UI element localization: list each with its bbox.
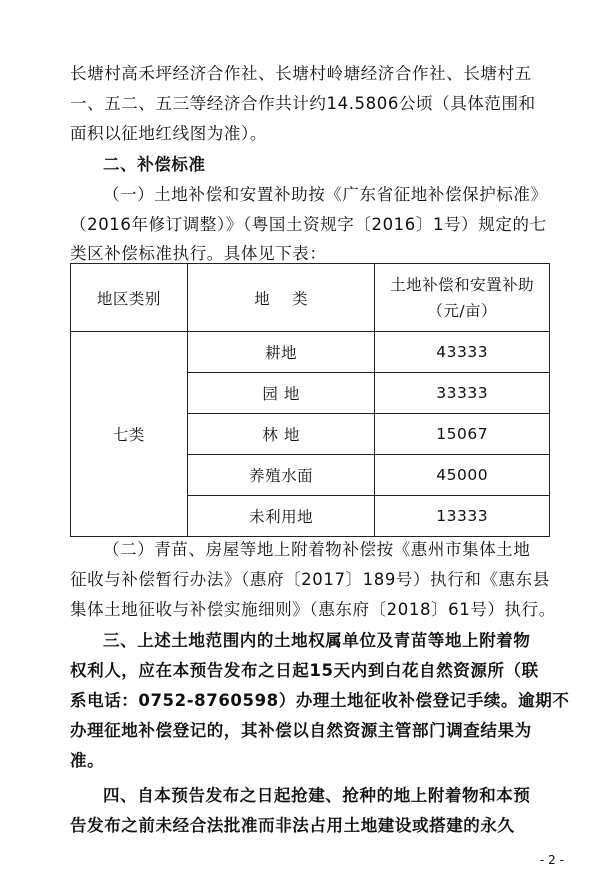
paragraph-line: 一、五二、五三等经济合作共计约14.5806公顷（具体范围和 <box>70 94 536 113</box>
page-number: - 2 - <box>540 853 564 867</box>
paragraph-line: 征收与补偿暂行办法》（惠府〔2017〕189号）执行和《惠东县 <box>70 570 550 589</box>
paragraph-line: 告发布之前未经合法批准而非法占用土地建设或搭建的永久 <box>70 816 515 835</box>
amount-cell: 15067 <box>375 414 550 455</box>
paragraph-line: 权利人，应在本预告发布之日起15天内到白花自然资源所（联 <box>70 661 539 680</box>
paragraph-line: （一）土地补偿和安置补助按《广东省征地补偿保护标准》 <box>103 185 548 204</box>
land-type-cell: 园 地 <box>187 373 375 414</box>
paragraph-line: 类区补偿标准执行。具体见下表： <box>70 244 327 263</box>
paragraph-line: 面积以征地红线图为准）。 <box>70 124 267 143</box>
paragraph-line: 三、上述土地范围内的土地权属单位及青苗等地上附着物 <box>103 631 531 650</box>
header-region: 地区类别 <box>71 264 188 332</box>
paragraph-line: 长塘村高禾坪经济合作社、长塘村岭塘经济合作社、长塘村五 <box>70 64 532 83</box>
header-compensation <box>375 264 550 332</box>
section-heading: 二、补偿标准 <box>103 155 206 174</box>
paragraph-line: 准。 <box>70 751 105 770</box>
header-compensation-title: 土地补偿和安置补助 <box>390 275 535 294</box>
amount-cell: 13333 <box>375 496 550 537</box>
amount-cell: 33333 <box>375 373 550 414</box>
land-type-cell: 林 地 <box>187 414 375 455</box>
table-row <box>71 332 550 373</box>
land-type-cell: 耕地 <box>187 332 375 373</box>
compensation-table <box>70 263 550 537</box>
paragraph-line: （2016年修订调整）》（粤国土资规字〔2016〕1号）规定的七 <box>70 215 547 234</box>
amount-cell: 45000 <box>375 455 550 496</box>
land-type-cell: 未利用地 <box>187 496 375 537</box>
amount-cell: 43333 <box>375 332 550 373</box>
paragraph-line: 系电话：0752-8760598）办理土地征收补偿登记手续。逾期不 <box>70 691 570 710</box>
paragraph-line: 四、自本预告发布之日起抢建、抢种的地上附着物和本预 <box>103 786 531 805</box>
paragraph-line: （二）青苗、房屋等地上附着物补偿按《惠州市集体土地 <box>103 540 531 559</box>
header-land-type: 地 类 <box>187 264 375 332</box>
paragraph-line: 办理征地补偿登记的，其补偿以自然资源主管部门调查结果为 <box>70 721 532 740</box>
land-type-cell: 养殖水面 <box>187 455 375 496</box>
paragraph-line: 集体土地征收与补偿实施细则》（惠东府〔2018〕61号）执行。 <box>70 600 556 619</box>
region-cell: 七类 <box>71 332 188 537</box>
table-header-row <box>71 264 550 332</box>
header-compensation-unit: （元/亩） <box>427 301 498 320</box>
